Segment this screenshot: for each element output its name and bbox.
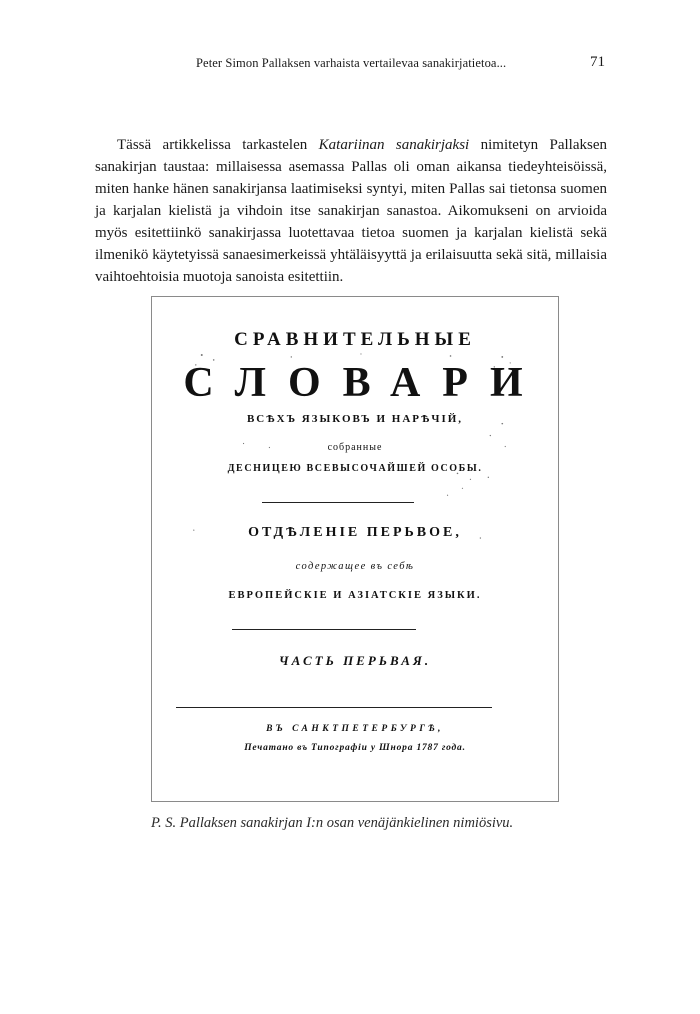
title-page-line-section: ОТДѢЛЕНІЕ ПЕРЬВОЕ, <box>248 525 462 540</box>
body-paragraph-block <box>95 134 607 288</box>
title-page-line-collected: собранные <box>327 442 383 453</box>
title-page-line-hand: ДЕСНИЦЕЮ ВСЕВЫСОЧАЙШЕЙ ОСОБЫ. <box>227 463 483 474</box>
paragraph-rest: nimitetyn Pallaksen sanakirjan taustaa: millaisessa asemassa Pallas oli oman aikansa tiedeyhteisöissä, miten hanke hänen sanakirjansa laatimiseksi syntyi, miten Pallas sai tietonsa suomen ja karjalan kielistä ja vihdoin itse sanakirjan sanastoa. Aikomukseni on arvioida myös esitettiinkö sanakirjassa luotettavaa tietoa suomen ja karjalan kielistä sekä ilmenikö käytetyissä sanaesimerkeissä yhtäläisyyttä ja erilaisuutta sekä sitä, millaisia vaihtoehtoisia muotoja sanoista esitettiin. <box>95 137 607 285</box>
title-page-line-city: ВЪ САНКТПЕТЕРБУРГѢ, <box>266 724 444 734</box>
paragraph-intro: Tässä artikkelissa tarkastelen <box>117 137 319 153</box>
title-page-line-imprint: Печатано въ Типографіи у Шнора 1787 года. <box>244 743 466 753</box>
title-page-line-european: ЕВРОПЕЙСКІЕ И АЗІАТСКІЕ ЯЗЫКИ. <box>228 590 482 601</box>
figure-caption: P. S. Pallaksen sanakirjan I:n osan venäjänkielinen nimiösivu. <box>151 815 514 831</box>
paragraph-italic-title: Katariinan sanakirjaksi <box>318 137 470 153</box>
title-page-line-part: ЧАСТЬ ПЕРЬВАЯ. <box>278 653 432 668</box>
title-page-rule <box>176 707 492 708</box>
title-page-rule <box>262 502 414 503</box>
title-page-line-containing: содержащее въ себѣ <box>295 561 415 572</box>
running-head <box>0 54 700 74</box>
title-page-line-dictionaries: СЛОВАРИ <box>183 360 545 406</box>
running-title: Peter Simon Pallaksen varhaista vertailevaa sanakirjatietoa... <box>196 56 507 70</box>
title-page-line-comparative: СРАВНИТЕЛЬНЫЕ <box>234 329 476 350</box>
title-page-rule <box>232 629 416 630</box>
title-page-line-languages: ВСѢХЪ ЯЗЫКОВЪ И НАРѢЧІЙ, <box>246 413 464 425</box>
page-number: 71 <box>590 54 605 70</box>
title-page-figure <box>151 296 559 802</box>
body-paragraph <box>95 134 607 288</box>
